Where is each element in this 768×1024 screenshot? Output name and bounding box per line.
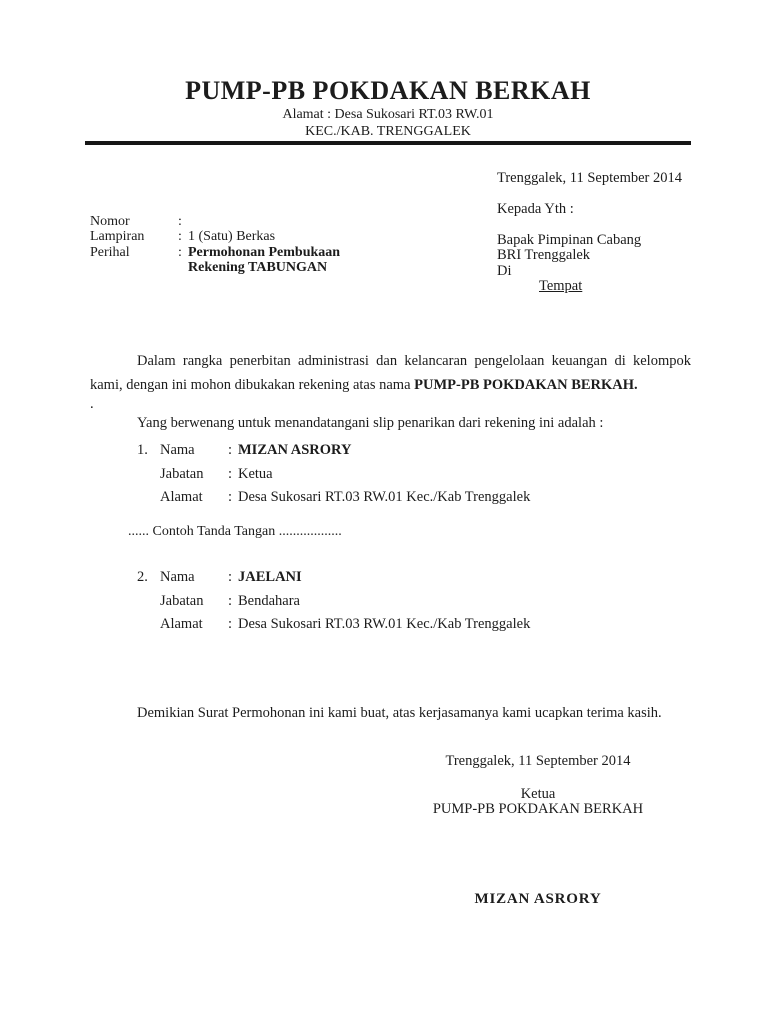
signatory-2-address-value: Desa Sukosari RT.03 RW.01 Kec./Kab Trenggalek — [238, 616, 531, 632]
dateline: Trenggalek, 11 September 2014 — [497, 170, 682, 186]
signatory-2-name-label: Nama — [160, 569, 195, 585]
stray-period: . — [90, 396, 94, 412]
signatory-1-name-value: MIZAN ASRORY — [238, 442, 352, 458]
recipient-di-label: Di — [497, 262, 512, 279]
perihal-label: Perihal — [90, 244, 130, 260]
signatory-2-name-row — [137, 566, 530, 590]
colon: : — [228, 592, 233, 609]
perihal-value — [188, 245, 340, 276]
colon: : — [228, 569, 233, 585]
signatory-1-address-row — [137, 486, 530, 510]
perihal-value-line2: Rekening TABUNGAN — [188, 259, 328, 275]
letterhead-region: KEC./KAB. TRENGGALEK — [305, 124, 471, 139]
perihal-value-line1: Permohonan Pembukaan — [188, 244, 341, 260]
signature-dateline: Trenggalek, 11 September 2014 — [445, 753, 631, 769]
signatory-1-position-label: Jabatan — [160, 465, 204, 482]
signature-block — [405, 754, 671, 818]
recipient-salutation: Kepada Yth : — [497, 201, 574, 217]
signatory-item-2 — [137, 566, 530, 637]
recipient-addressee-line2: BRI Trenggalek — [497, 247, 591, 264]
colon: : — [228, 465, 233, 482]
signatory-item-1 — [137, 439, 530, 510]
signature-sample-line: ...... Contoh Tanda Tangan .................. — [128, 524, 342, 539]
organization-title: PUMP-PB POKDAKAN BERKAH — [185, 76, 591, 105]
opening-paragraph — [90, 350, 691, 398]
authorization-intro: Yang berwenang untuk menandatangani slip penarikan dari rekening ini adalah : — [137, 415, 604, 431]
signatory-2-number: 2. — [137, 569, 148, 585]
signer-name: MIZAN ASRORY — [474, 891, 602, 907]
colon: : — [178, 214, 182, 229]
signatory-1-position-row — [137, 463, 530, 487]
signatory-1-address-label: Alamat — [160, 489, 203, 505]
colon: : — [178, 229, 182, 245]
spacer — [405, 770, 671, 787]
recipient-place: Tempat — [539, 278, 583, 295]
lampiran-value: 1 (Satu) Berkas — [188, 229, 276, 245]
meta-row-nomor — [90, 214, 340, 229]
spacer — [497, 218, 641, 233]
signature-title: Ketua — [520, 785, 556, 802]
closing-sentence: Demikian Surat Permohonan ini kami buat, atas kerjasamanya kami ucapkan terima kasih. — [137, 705, 662, 721]
opening-text: Dalam rangka penerbitan administrasi dan kelancaran pengelolaan keuangan di kelompok kami, dengan ini mohon dibukakan rekening atas nama — [90, 353, 691, 393]
signatory-2-position-label: Jabatan — [160, 592, 204, 609]
colon: : — [228, 442, 233, 458]
recipient-addressee-line1: Bapak Pimpinan Cabang — [497, 231, 642, 248]
signatory-1-position-value: Ketua — [238, 465, 273, 482]
opening-org-name-bold: PUMP-PB POKDAKAN BERKAH. — [414, 376, 638, 393]
signatory-2-address-row — [137, 613, 530, 637]
signature-org-name: PUMP-PB POKDAKAN BERKAH — [432, 801, 644, 818]
signatory-1-number: 1. — [137, 442, 148, 458]
signatory-2-address-label: Alamat — [160, 616, 203, 632]
colon: : — [178, 244, 182, 260]
recipient-block — [497, 202, 641, 295]
signatory-1-name-row — [137, 439, 530, 463]
letterhead-divider — [85, 141, 691, 145]
colon: : — [228, 489, 233, 505]
signatory-2-position-row — [137, 590, 530, 614]
signatory-1-name-label: Nama — [160, 442, 195, 458]
signatory-1-address-value: Desa Sukosari RT.03 RW.01 Kec./Kab Trenggalek — [238, 489, 531, 505]
meta-row-perihal — [90, 245, 340, 276]
letterhead — [85, 76, 691, 139]
colon: : — [228, 616, 233, 632]
signatory-2-position-value: Bendahara — [238, 592, 300, 609]
letterhead-address: Alamat : Desa Sukosari RT.03 RW.01 — [282, 107, 494, 122]
signatory-2-name-value: JAELANI — [238, 569, 302, 585]
lampiran-label: Lampiran — [90, 229, 145, 245]
letter-meta — [90, 214, 340, 275]
meta-row-lampiran — [90, 229, 340, 244]
nomor-label: Nomor — [90, 214, 130, 229]
